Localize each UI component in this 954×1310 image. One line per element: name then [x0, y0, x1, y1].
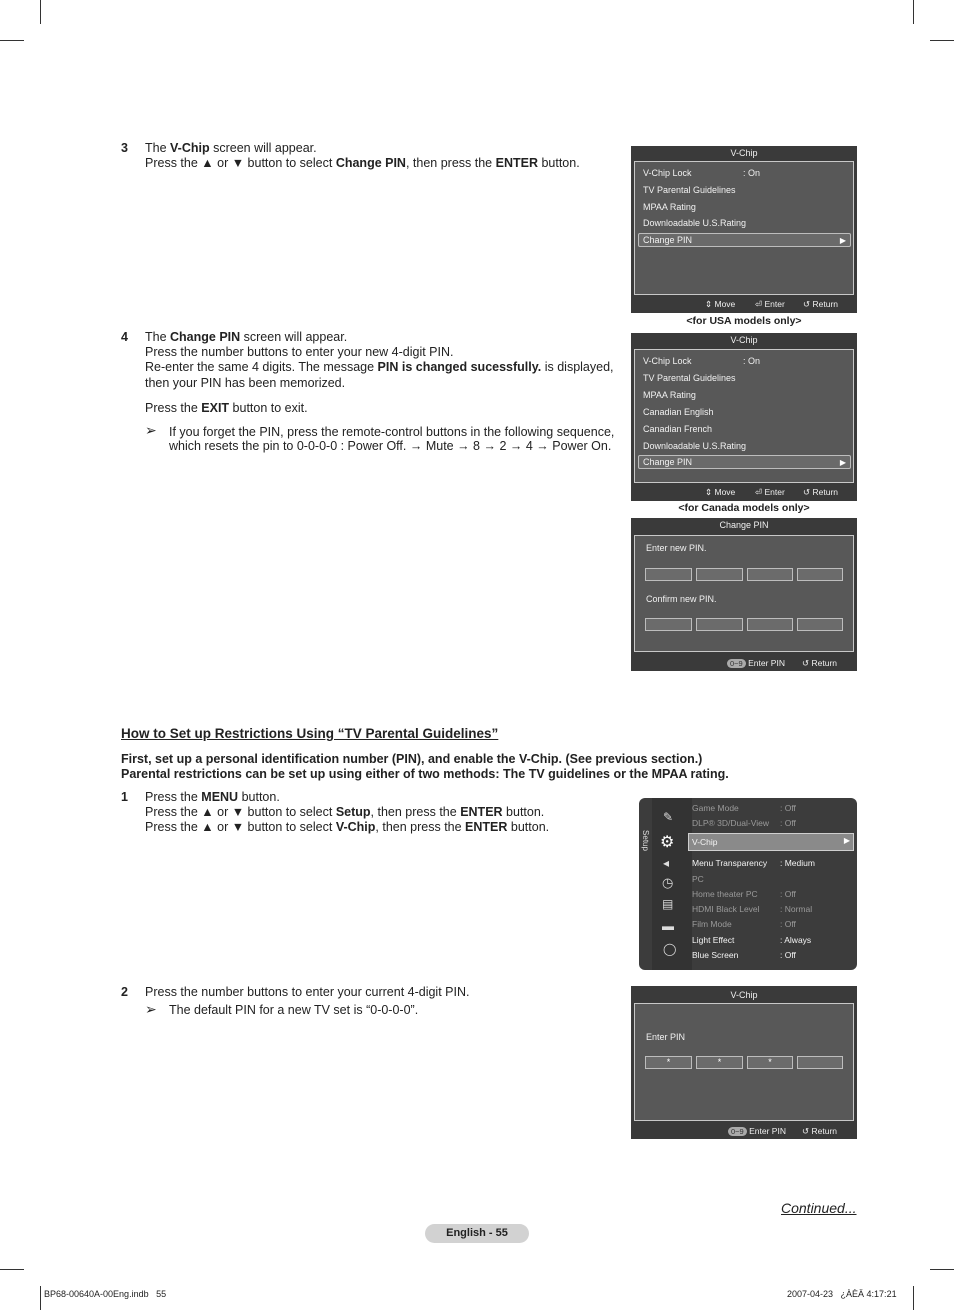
arrow-right-icon: ▶ [839, 458, 846, 467]
footer-enter-pin [727, 658, 785, 668]
step4-text: The Change PIN screen will appear. Press the number buttons to enter your new 4-digit PIN. Re-enter the same 4 digits. The message PIN is changed sucessfully. is displayed, then your PIN has been memorized. Press the EXIT button to exit. [145, 330, 614, 415]
new-pin-digit[interactable] [747, 568, 793, 581]
confirm-pin-digit[interactable] [696, 618, 743, 631]
step-number: 2 [121, 985, 128, 999]
menu-item-vchip[interactable] [688, 833, 854, 851]
footer-enter-label: Enter PIN [748, 658, 785, 668]
footer-return [803, 299, 838, 310]
return-icon: ↺ [803, 487, 811, 497]
menu-item-canadian-english[interactable]: Canadian English [643, 407, 714, 417]
menu-item-dlp-3d[interactable]: DLP® 3D/Dual-View [692, 818, 769, 828]
pin-digit[interactable]: * [696, 1056, 743, 1069]
menu-item-hdmi-black[interactable]: HDMI Black Level [692, 904, 760, 914]
osd-title: V-Chip [730, 335, 758, 345]
menu-item-change-pin[interactable] [638, 233, 851, 247]
home-theater-value: : Off [780, 889, 796, 899]
menu-item-vchip-lock[interactable]: V-Chip Lock [643, 168, 692, 178]
step2-text: Press the number buttons to enter your current 4-digit PIN. [145, 985, 470, 999]
footer-enter-label: Enter PIN [749, 1126, 786, 1136]
footer-move-label: Move [714, 299, 736, 309]
footer-return-label: Return [812, 299, 839, 309]
menu-item-menu-transparency[interactable]: Menu Transparency [692, 858, 768, 868]
section-intro: First, set up a personal identification number (PIN), and enable the V-Chip. (See previous section.) Parental restrictions can be set up using either of two methods: The TV guidelines or the MPAA rating. [121, 752, 729, 782]
enter-pin-label: Enter PIN [646, 1032, 686, 1042]
enter-icon: ⏎ [755, 487, 763, 497]
return-icon: ↺ [803, 299, 811, 309]
vchip-osd-usa [631, 146, 857, 313]
step1-text: Press the MENU button. Press the ▲ or ▼ button to select Setup, then press the ENTER button. Press the ▲ or ▼ button to select V-Chip, then press the ENTER button. [145, 790, 550, 835]
vchip-label: V-Chip [692, 837, 718, 847]
game-mode-value: : Off [780, 803, 796, 813]
input-icon[interactable]: ▤ [662, 897, 674, 911]
setup-menu-osd [639, 798, 857, 970]
crop-mark [40, 1286, 41, 1310]
enter-new-pin-label: Enter new PIN. [646, 543, 707, 553]
menu-transparency-value: : Medium [780, 858, 815, 868]
print-footer-right: 2007-04-23 ¿ÀÈÄ 4:17:21 [787, 1289, 897, 1299]
change-pin-label: Change PIN [643, 235, 693, 245]
return-icon: ↺ [802, 1126, 810, 1136]
osd-title: Change PIN [719, 520, 769, 530]
step2-note: The default PIN for a new TV set is “0-0-0-0”. [169, 1003, 419, 1017]
crop-mark [0, 40, 24, 41]
menu-item-mpaa[interactable]: MPAA Rating [643, 390, 696, 400]
blue-screen-value: : Off [780, 950, 796, 960]
step4-note: If you forget the PIN, press the remote-control buttons in the following sequence, which resets the pin to 0-0-0-0 : Power Off. → Mute → 8 → 2 → 4 → Power On. [169, 425, 615, 453]
crop-mark [930, 40, 954, 41]
pin-digit[interactable] [797, 1056, 843, 1069]
caption-usa: <for USA models only> [686, 315, 802, 327]
footer-return-label: Return [811, 658, 838, 668]
setup-gear-icon[interactable]: ⚙ [660, 834, 675, 851]
footer-return [802, 658, 837, 669]
menu-item-game-mode[interactable]: Game Mode [692, 803, 739, 813]
section-heading: How to Set up Restrictions Using “TV Parental Guidelines” [121, 726, 499, 741]
arrow-right-icon: ▶ [843, 836, 850, 845]
change-pin-label: Change PIN [643, 457, 693, 467]
footer-return [803, 487, 838, 498]
osd-panel [634, 535, 854, 652]
pin-digit[interactable]: * [645, 1056, 692, 1069]
footer-enter-label: Enter [764, 299, 785, 309]
new-pin-digit[interactable] [797, 568, 843, 581]
continued-label: Continued... [781, 1200, 857, 1216]
channel-icon[interactable]: ◷ [662, 875, 674, 890]
page-number-badge: English - 55 [425, 1224, 529, 1243]
confirm-pin-digit[interactable] [645, 618, 692, 631]
osd-panel [634, 161, 854, 295]
menu-item-home-theater[interactable]: Home theater PC [692, 889, 758, 899]
print-footer-left: BP68-00640A-00Eng.indb 55 [44, 1289, 167, 1299]
enter-icon: ⏎ [755, 299, 763, 309]
application-icon[interactable]: ▬ [662, 919, 674, 933]
confirm-new-pin-label: Confirm new PIN. [646, 594, 717, 604]
crop-mark [913, 1286, 914, 1310]
dlp-3d-value: : Off [780, 818, 796, 828]
footer-enter [755, 487, 785, 498]
film-mode-value: : Off [780, 919, 796, 929]
step3-text: The V-Chip screen will appear. Press the ▲ or ▼ button to select Change PIN, then press the ENTER button. [145, 141, 580, 171]
caption-canada: <for Canada models only> [678, 502, 810, 514]
step-number: 4 [121, 330, 128, 344]
menu-item-change-pin[interactable] [638, 455, 851, 469]
confirm-pin-digit[interactable] [797, 618, 843, 631]
change-pin-osd [631, 518, 857, 671]
updown-icon: ⇕ [705, 487, 713, 497]
footer-enter [755, 299, 785, 310]
osd-title: V-Chip [730, 990, 758, 1000]
crop-mark [0, 1269, 24, 1270]
enter-pin-osd [631, 986, 857, 1139]
menu-item-downloadable[interactable]: Downloadable U.S.Rating [643, 218, 747, 228]
new-pin-digit[interactable] [696, 568, 743, 581]
menu-item-tv-parental[interactable]: TV Parental Guidelines [643, 373, 736, 383]
vchip-lock-value: : On [743, 356, 761, 366]
footer-enter-pin [728, 1126, 786, 1136]
vchip-lock-value: : On [743, 168, 761, 178]
sound-icon[interactable]: ◂ [663, 856, 670, 870]
new-pin-digit[interactable] [645, 568, 692, 581]
footer-move [705, 299, 735, 310]
note-arrow-icon: ➢ [145, 422, 157, 438]
menu-item-film-mode[interactable]: Film Mode [692, 919, 732, 929]
footer-return-label: Return [812, 487, 839, 497]
number-key-icon: 0~9 [727, 659, 746, 668]
osd-title: V-Chip [730, 148, 758, 158]
footer-return [802, 1126, 837, 1137]
step-number: 1 [121, 790, 128, 804]
light-effect-value: : Always [780, 935, 812, 945]
footer-move [705, 487, 735, 498]
osd-panel [634, 1003, 854, 1121]
menu-item-light-effect[interactable]: Light Effect [692, 935, 735, 945]
crop-mark [913, 0, 914, 24]
hdmi-black-value: : Normal [780, 904, 813, 914]
footer-move-label: Move [714, 487, 736, 497]
footer-return-label: Return [811, 1126, 838, 1136]
return-icon: ↺ [802, 658, 810, 668]
setup-side-label: Setup [640, 830, 650, 851]
menu-item-vchip-lock[interactable]: V-Chip Lock [643, 356, 692, 366]
number-key-icon: 0~9 [728, 1127, 747, 1136]
footer-enter-label: Enter [764, 487, 785, 497]
osd-panel [634, 349, 854, 483]
menu-item-blue-screen[interactable]: Blue Screen [692, 950, 739, 960]
menu-item-downloadable[interactable]: Downloadable U.S.Rating [643, 441, 747, 451]
menu-item-canadian-french[interactable]: Canadian French [643, 424, 713, 434]
step-number: 3 [121, 141, 128, 155]
vchip-osd-canada [631, 333, 857, 501]
menu-item-mpaa[interactable]: MPAA Rating [643, 202, 696, 212]
picture-icon[interactable]: ✎ [663, 810, 674, 824]
updown-icon: ⇕ [705, 299, 713, 309]
crop-mark [40, 0, 41, 24]
arrow-right-icon: ▶ [839, 236, 846, 245]
confirm-pin-digit[interactable] [747, 618, 793, 631]
pin-digit[interactable]: * [747, 1056, 793, 1069]
note-arrow-icon: ➢ [145, 1001, 157, 1017]
menu-item-pc[interactable]: PC [692, 874, 704, 884]
menu-item-tv-parental[interactable]: TV Parental Guidelines [643, 185, 736, 195]
support-icon[interactable]: ◯ [663, 942, 677, 956]
crop-mark [930, 1269, 954, 1270]
